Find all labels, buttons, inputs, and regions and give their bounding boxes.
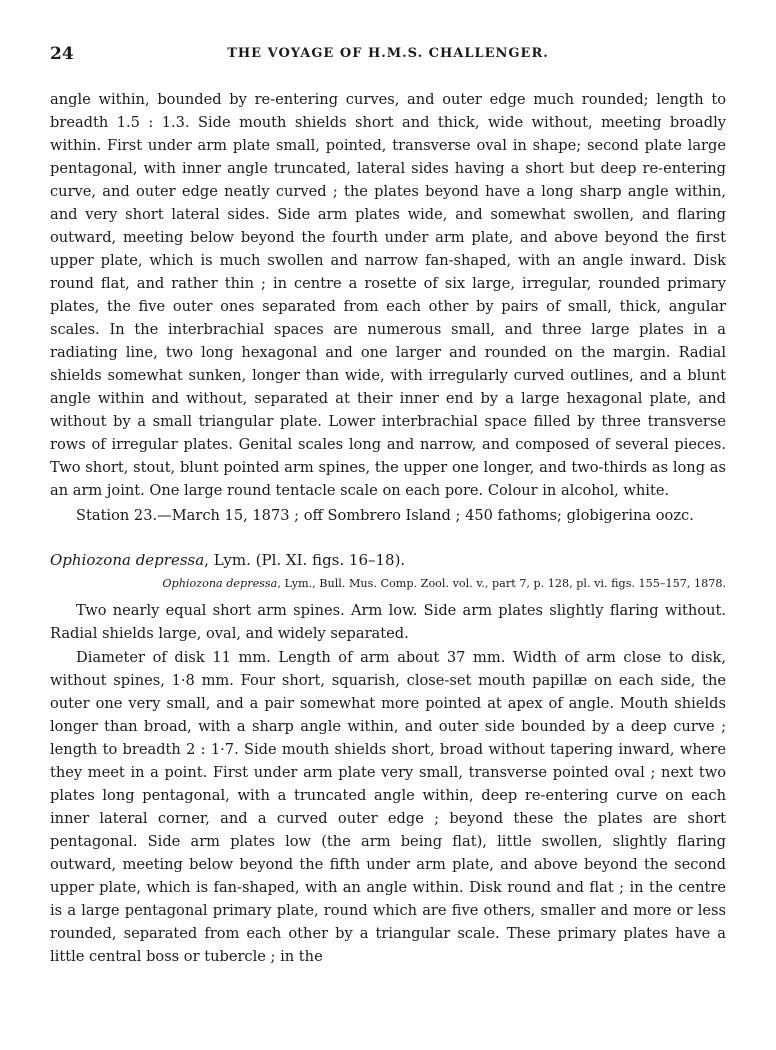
species-name: Ophiozona depressa [50, 551, 205, 569]
page-header [50, 44, 726, 66]
reference-species-name: Ophiozona depressa [162, 577, 278, 590]
diagnosis-paragraph: Two nearly equal short arm spines. Arm low. Side arm plates slightly flaring without. Radial shields large, oval, and widely separated. [50, 602, 726, 642]
reference-citation: , Lym., Bull. Mus. Comp. Zool. vol. v., part 7, p. 128, pl. vi. figs. 155–157, 1878. [277, 577, 726, 590]
species-heading [50, 549, 726, 572]
bibliographic-reference [50, 575, 726, 593]
body-text [50, 88, 726, 968]
station-record: Station 23.—March 15, 1873 ; off Sombrero Island ; 450 fathoms; globigerina oozc. [76, 507, 694, 524]
running-title: THE VOYAGE OF H.M.S. CHALLENGER. [227, 46, 549, 61]
measurement-paragraph: Diameter of disk 11 mm. Length of arm about 37 mm. Width of arm close to disk, without spines, 1·8 mm. Four short, squarish, close-set mouth papillæ on each side, the outer one very small, and a pair somewhat more pointed at apex of angle. Mouth shields longer than broad, with a sharp angle within, and outer side bounded by a deep curve ; length to breadth 2 : 1·7. Side mouth shields short, broad without tapering inward, where they meet in a point. First under arm plate very small, transverse pointed oval ; next two plates long pentagonal, with a truncated angle within, deep re-entering curve on each inner lateral corner, and a curved outer edge ; beyond these the plates are short pentagonal. Side arm plates low (the arm being flat), little swollen, slightly flaring outward, meeting below beyond the fifth under arm plate, and above beyond the second upper plate, which is fan-shaped, with an angle within. Disk round and flat ; in the centre is a large pentagonal primary plate, round which are five others, smaller and more or less rounded, separated from each other by a triangular scale. These primary plates have a little central boss or tubercle ; in the [50, 649, 726, 965]
species-authority: , Lym. (Pl. XI. figs. 16–18). [204, 551, 406, 569]
description-paragraph: angle within, bounded by re-entering curves, and outer edge much rounded; length to breadth 1.5 : 1.3. Side mouth shields short and thick, wide without, meeting broadly within. First under arm plate small, pointed, transverse oval in shape; second plate large pentagonal, with inner angle truncated, lateral sides having a short but deep re-entering curve, and outer edge neatly curved ; the plates beyond have a long sharp angle within, and very short lateral sides. Side arm plates wide, and somewhat swollen, and flaring outward, meeting below beyond the fourth under arm plate, and above beyond the first upper plate, which is much swollen and narrow fan-shaped, with an angle inward. Disk round flat, and rather thin ; in centre a rosette of six large, irregular, rounded primary plates, the five outer ones separated from each other by pairs of small, thick, angular scales. In the interbrachial spaces are numerous small, and three large plates in a radiating line, two long hexagonal and one larger and rounded on the margin. Radial shields somewhat sunken, longer than wide, with irregularly curved outlines, and a blunt angle within and without, separated at their inner end by a large hexagonal plate, and without by a small triangular plate. Lower interbrachial space filled by three transverse rows of irregular plates. Genital scales long and narrow, and composed of several pieces. Two short, stout, blunt pointed arm spines, the upper one longer, and two-thirds as long as an arm joint. One large round tentacle scale on each pore. Colour in alcohol, white. [50, 91, 726, 499]
page-number: 24 [50, 44, 74, 64]
